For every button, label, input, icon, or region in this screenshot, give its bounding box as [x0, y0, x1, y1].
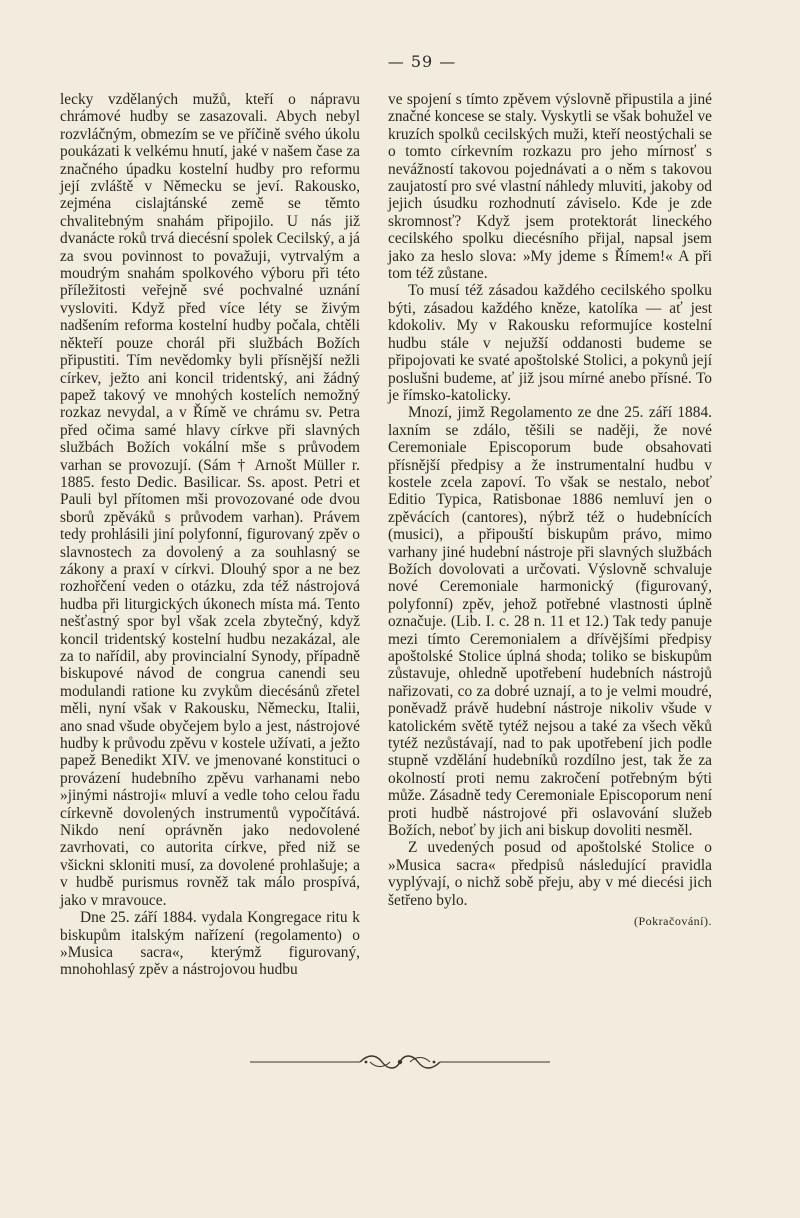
paragraph: Z uvedených posud od apoštolské Stolice o »Musica sacra« předpisů následující pravidla vyplývají, o nichž sobě přeju, aby v mé diecési jich šetřeno bylo.	[388, 839, 712, 909]
paragraph: ve spojení s tímto zpěvem výslovně připustila a jiné značné koncese se staly. Vyskytli se však bohužel ve kruzích spolků cecilských muži, kteří neostýchali se o tomto církevním rozkazu pro jeho mírnosť s nevážností takovou pojednávati a o něm s takovou zaujatostí pro své vlastní náhledy mluviti, jakoby od jejich úsudku rozhodnutí záviselo. Kde je zde skromnosť? Když jsem protektorát lineckého cecilského spolku diecésního přijal, napsal jsem jako za heslo slova: »My jdeme s Římem!« A při tom též zůstane.	[388, 91, 712, 283]
ornamental-divider	[250, 1050, 550, 1074]
paragraph: To musí též zásadou každého cecilského spolku býti, zásadou každého kněze, katolíka — ať jest kdokoliv. My v Rakousku reformujíce kostelní hudbu stále v nejužší oddanosti budeme se připojovati ke svaté apoštolské Stolici, a pokynů její poslušni budeme, ať již jsou mírné anebo přísné. To je římsko-katolicky.	[388, 282, 712, 404]
page-number: — 59 —	[387, 52, 457, 71]
left-column	[60, 91, 360, 979]
paragraph: Dne 25. září 1884. vydala Kongregace ritu k biskupům italským nařízení (regolamento) o »Musica sacra«, kterýmž figurovaný, mnohohlasý zpěv a nástrojovou hudbu	[60, 909, 360, 979]
paragraph: Mnozí, jimž Regolamento ze dne 25. září 1884. laxním se zdálo, těšili se naději, že nové Ceremoniale Episcoporum bude obsahovati přísnější předpisy a že instrumentalní hudbu v kostele zcela zapoví. To však se nestalo, neboť Editio Typica, Ratisbonae 1886 nemluví jen o zpěvácích (cantores), nýbrž též o hudebnících (musici), a připouští biskupům právo, mimo varhany jiné hudební nástroje při slavných službách Božích dovolovati a určovati. Výslovně schvaluje nové Ceremoniale harmonický (figurovaný, polyfonní) zpěv, jehož potřebné vlastnosti úplně označuje. (Lib. I. c. 28 n. 11 et 12.) Tak tedy panuje mezi tímto Ceremonialem a dřívějšími předpisy apoštolské Stolice úplná shoda; toliko se biskupům zůstavuje, ohledně upotřebení hudebních nástrojů nařizovati, co za dobré uznají, a to je velmi moudré, poněvadž právě hudební nástroje nikoliv všude v katolickém světě tytéž nejsou a také za všech věků tytéž nezůstávají, nad to pak upotřebení jich podle stupně vzdělání hudebníků rozdílno jest, tak že za okolností proti nemu zakročení potřebným býti může. Zásadně tedy Ceremoniale Episcoporum není proti hudbě nástrojové při oslavování služeb Božích, neboť by jich ani biskup dovoliti nesměl.	[388, 404, 712, 840]
continuation-note: (Pokračování).	[634, 914, 712, 929]
paragraph: lecky vzdělaných mužů, kteří o nápravu chrámové hudby se zasazovali. Abych nebyl rozvláčným, obmezím se ve příčině svého úkolu poukázati k velkému hnutí, jaké v našem čase za značného úpadku kostelní hudby pro reformu její zvláště v Německu se jeví. Rakousko, zejména cislajtánské země se těmto chvalitebným snahám připojilo. U nás již dvanácte roků trvá diecésní spolek Cecilský, a já za svou povinnost to považuji, vytrvalým a moudrým snahám spolkového výboru při této příležitosti veřejně své pochvalné uznání vysloviti. Když před více léty se živým nadšením reforma kostelní hudby počala, chtěli někteří pouze chorál při službách Božích připustiti. Tím nevědomky byli přísnější nežli církev, ježto ani koncil tridentský, ani žádný papež takový ve mnohých kostelích nemožný rozkaz nevydal, a v Římě ve chrámu sv. Petra před očima samé hlavy církve při slavných službách Božích vokální mše s průvodem varhan se provozují. (Sám † Arnošt Müller r. 1885. festo Dedic. Basilicar. Ss. apost. Petri et Pauli byl přítomen mši provozované ode dvou sborů zpěváků s průvodem varhan). Právem tedy prohlásili jiní polyfonní, figurovaný zpěv o slavnostech za dovolený a za souhlasný se zákony a praxí v církvi. Dlouhý spor a ne bez rozhořčení veden o otázku, zda též nástrojová hudba při liturgických úkonech místa má. Tento nešťastný spor byl však zcela zbytečný, když koncil tridentský kostelní hudbu nezakázal, ale za to nařídil, aby provincialní Synody, případně biskupové návod de congrua canendi seu modulandi ratione ku zvykům diecésánů zřetel měli, nyní však v Rakousku, Německu, Italii, ano snad všude obyčejem bylo a jest, nástrojové hudby k průvodu zpěvu v kostele užívati, a ježto papež Benedikt XIV. ve jmenované konstituci o provázení hudebního zpěvu varhanami nebo »jinými nástroji« mluví a vedle toho celou řadu církevně dovolených instrumentů vypočítává. Nikdo není oprávněn jako nedovolené zavrhovati, co autorita církve, před niž se všickni skloniti musí, za dovolené prohlašuje; a v hudbě purismus rovněž tak málo prospívá, jako v mravouce.	[60, 91, 361, 909]
right-column	[388, 91, 712, 931]
